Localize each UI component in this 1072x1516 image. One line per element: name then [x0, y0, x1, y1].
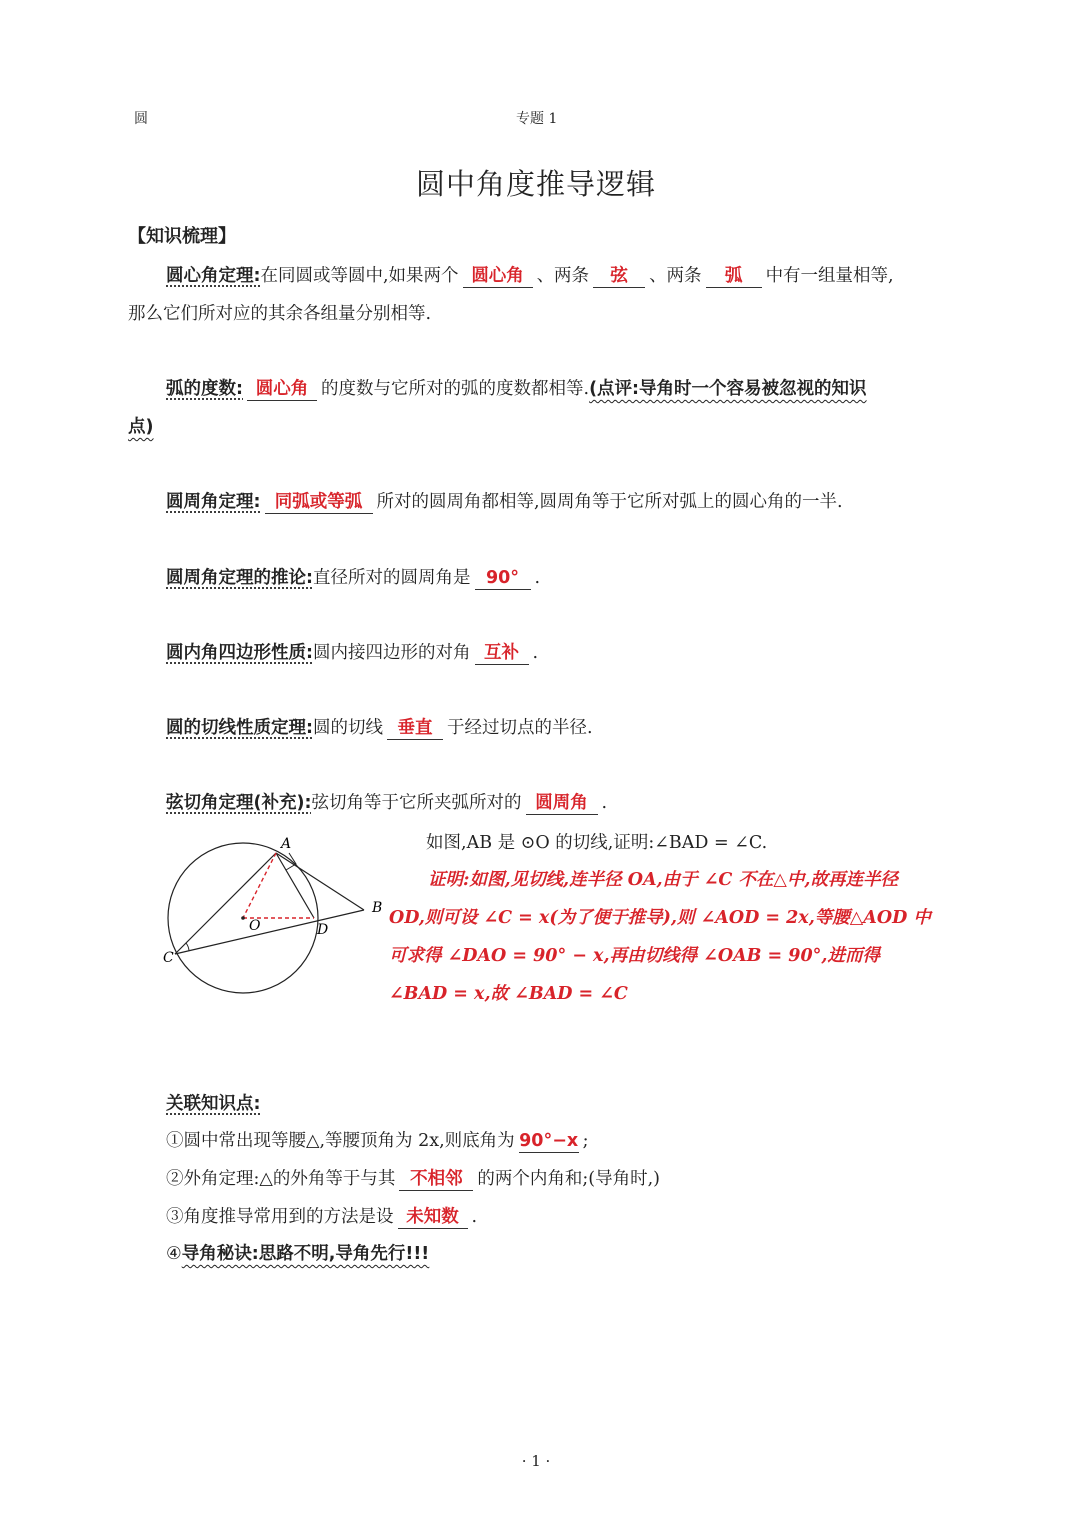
answer-blank: 未知数 — [398, 1206, 468, 1229]
proof-line-3: 可求得 ∠DAO = 90° − x,再由切线得 ∠OAB = 90°,进而得 — [389, 946, 880, 966]
right-angle-mark — [286, 853, 296, 870]
related-item-1: ①圆中常出现等腰△,等腰顶角为 2x,则底角为 90°−x ; — [166, 1131, 589, 1151]
radius-OA — [243, 853, 276, 918]
related-item-2: ②外角定理:△的外角等于与其 不相邻 的两个内角和;(导角时,) — [166, 1169, 660, 1189]
related-title: 关联知识点: — [166, 1094, 261, 1114]
answer-blank: 圆周角 — [526, 792, 598, 815]
proof-line-1: 证明:如图,见切线,连半径 OA,由于 ∠C 不在△中,故再连半径 — [428, 870, 898, 890]
term: 圆心角定理: — [166, 266, 261, 286]
proof-line-4: ∠BAD = x,故 ∠BAD = ∠C — [389, 984, 628, 1004]
label-O: O — [249, 918, 261, 934]
page-number: · 1 · — [521, 1452, 551, 1470]
header-left: 圆 — [134, 111, 148, 127]
page-title: 圆中角度推导逻辑 — [415, 167, 656, 201]
tangent-property: 圆的切线性质定理:圆的切线 垂直 于经过切点的半径. — [166, 718, 593, 738]
secant-line-CB — [175, 910, 364, 954]
answer-blank: 圆心角 — [247, 378, 317, 401]
center-point — [241, 916, 245, 920]
inscribed-angle-corollary: 圆周角定理的推论:直径所对的圆周角是 90° . — [166, 568, 541, 588]
angle-C-mark — [186, 943, 189, 951]
answer-blank: 互补 — [475, 642, 529, 665]
answer-blank: 90°−x — [519, 1131, 579, 1151]
inscribed-angle-theorem: 圆周角定理: 同弧或等弧 所对的圆周角都相等,圆周角等于它所对弧上的圆心角的一半. — [166, 492, 843, 512]
proof-line-2: OD,则可设 ∠C = x(为了便于推导),则 ∠AOD = 2x,等腰△AOD 中 — [389, 908, 931, 928]
label-A: A — [281, 836, 292, 852]
comment: (点评:导角时一个容易被忽视的知识 — [589, 379, 867, 399]
answer-blank: 圆心角 — [463, 265, 533, 288]
answer-blank: 90° — [475, 567, 531, 590]
answer-blank: 弧 — [706, 265, 762, 288]
central-angle-theorem: 圆心角定理:在同圆或等圆中,如果两个 圆心角 、两条 弦 、两条 弧 中有一组量相等, — [166, 266, 894, 286]
label-C: C — [163, 950, 174, 966]
chord-tangent-theorem: 弦切角定理(补充):弦切角等于它所夹弧所对的 圆周角 . — [166, 793, 608, 813]
tangent-line-AB — [276, 853, 364, 910]
answer-blank: 弦 — [593, 265, 645, 288]
answer-blank: 不相邻 — [399, 1168, 473, 1191]
answer-blank: 同弧或等弧 — [265, 491, 373, 514]
label-B: B — [372, 900, 383, 916]
circle-tangent-figure — [155, 828, 395, 1008]
section-title: 【知识梳理】 — [128, 226, 236, 247]
arc-degree-cont: 点) — [128, 417, 154, 437]
chord-AC — [175, 853, 276, 954]
related-item-4: ④导角秘诀:思路不明,导角先行!!! — [166, 1244, 430, 1264]
answer-blank: 垂直 — [387, 717, 443, 740]
central-angle-theorem-cont: 那么它们所对应的其余各组量分别相等. — [128, 304, 432, 324]
header-center: 专题 1 — [516, 111, 558, 127]
related-item-3: ③角度推导常用到的方法是设 未知数 . — [166, 1207, 478, 1227]
label-D: D — [317, 922, 329, 938]
cyclic-quadrilateral: 圆内角四边形性质:圆内接四边形的对角 互补 . — [166, 643, 539, 663]
arc-degree: 弧的度数: 圆心角 的度数与它所对的弧的度数都相等.(点评:导角时一个容易被忽视的知识 — [166, 379, 867, 399]
proof-intro: 如图,AB 是 ⊙O 的切线,证明:∠BAD = ∠C. — [426, 833, 768, 853]
